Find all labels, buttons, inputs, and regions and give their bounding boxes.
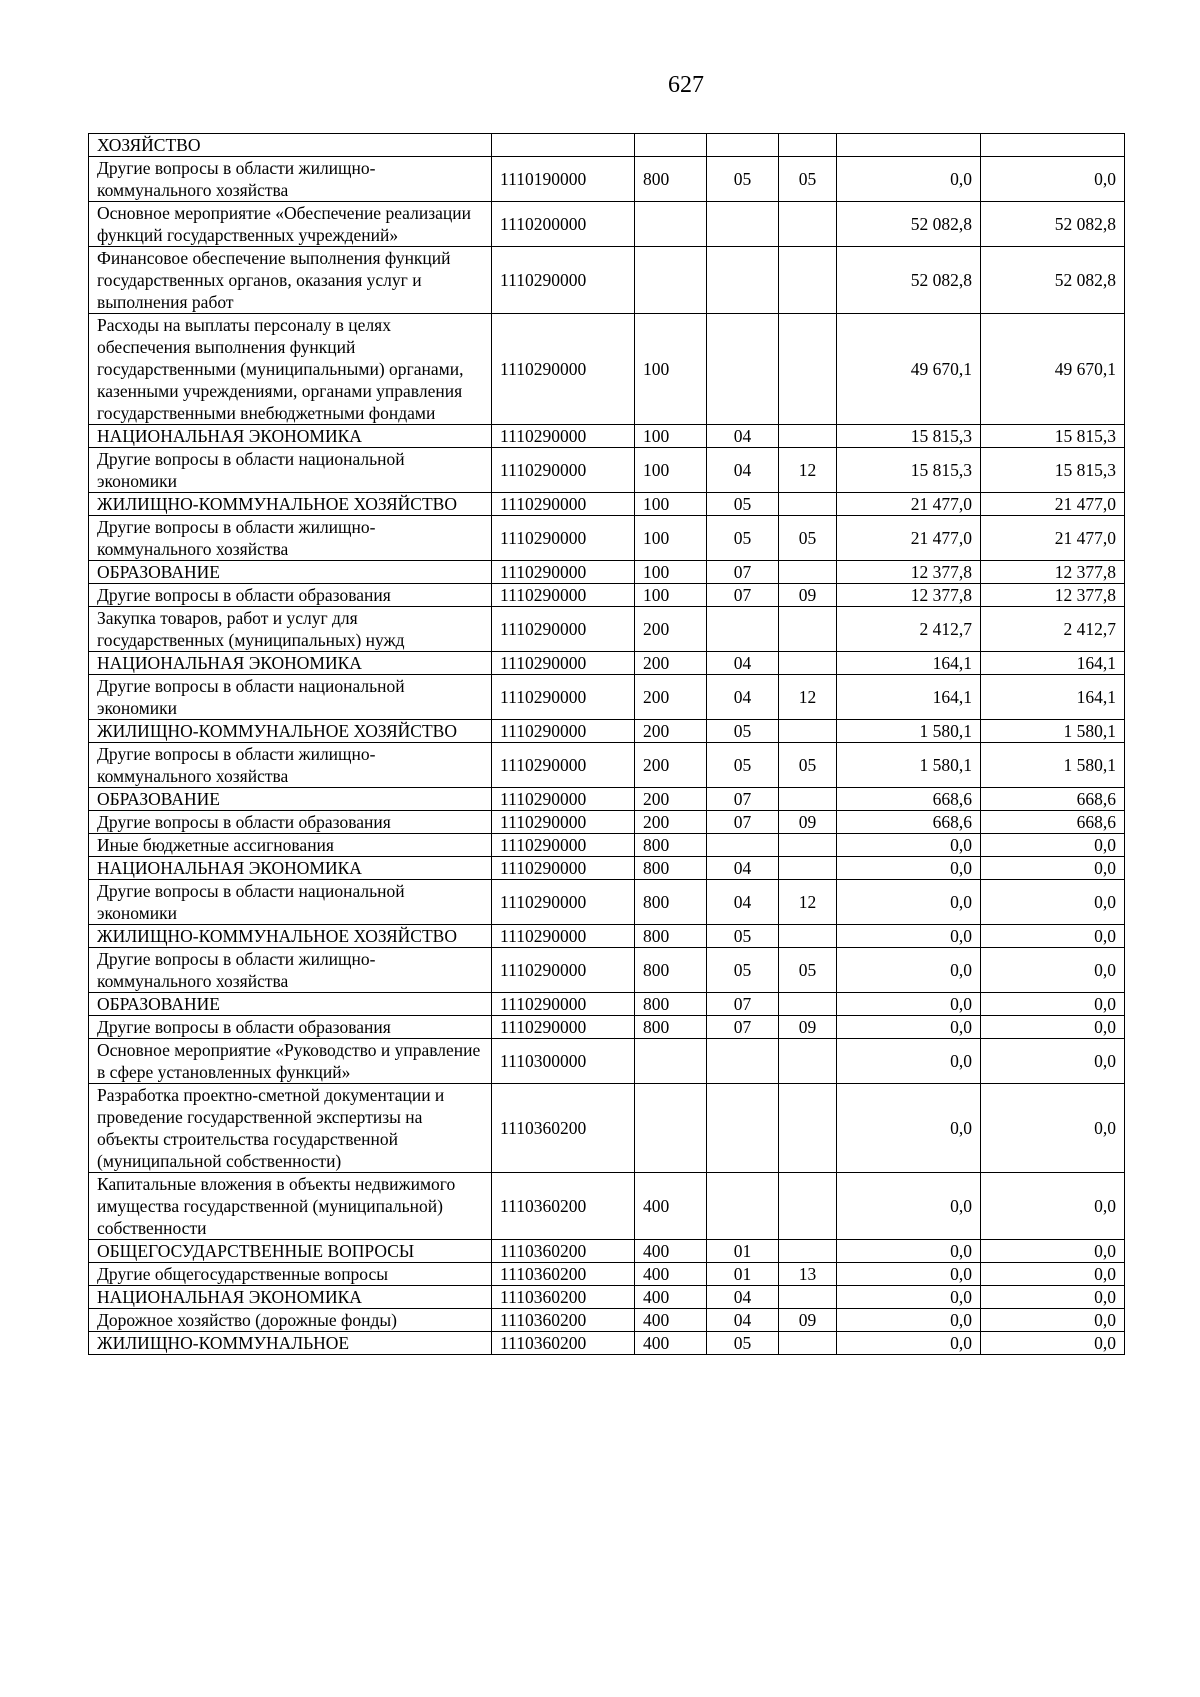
- table-row: [89, 834, 1125, 857]
- amount-year1-cell: 12 377,8: [837, 561, 981, 584]
- amount-year2-cell: 2 412,7: [981, 607, 1125, 652]
- target-code-cell: 1110290000: [492, 880, 635, 925]
- amount-year2-cell: 0,0: [981, 1332, 1125, 1355]
- expense-type-cell: 100: [635, 314, 707, 425]
- target-code-cell: 1110290000: [492, 314, 635, 425]
- amount-year2-cell: 49 670,1: [981, 314, 1125, 425]
- budget-table: [88, 133, 1125, 1355]
- subsection-cell: 05: [779, 516, 837, 561]
- table-row: [89, 652, 1125, 675]
- subsection-cell: [779, 1332, 837, 1355]
- amount-year1-cell: 1 580,1: [837, 720, 981, 743]
- amount-year1-cell: 2 412,7: [837, 607, 981, 652]
- row-name-cell: ОБРАЗОВАНИЕ: [89, 788, 492, 811]
- target-code-cell: 1110290000: [492, 425, 635, 448]
- amount-year1-cell: 12 377,8: [837, 584, 981, 607]
- expense-type-cell: 200: [635, 811, 707, 834]
- table-row: [89, 516, 1125, 561]
- subsection-cell: 09: [779, 1309, 837, 1332]
- section-cell: [707, 314, 779, 425]
- expense-type-cell: 400: [635, 1173, 707, 1240]
- expense-type-cell: 100: [635, 561, 707, 584]
- table-row: [89, 857, 1125, 880]
- row-name-cell: Закупка товаров, работ и услуг для государственных (муниципальных) нужд: [89, 607, 492, 652]
- table-row: [89, 134, 1125, 157]
- subsection-cell: [779, 202, 837, 247]
- amount-year1-cell: 668,6: [837, 788, 981, 811]
- subsection-cell: [779, 1240, 837, 1263]
- table-row: [89, 720, 1125, 743]
- expense-type-cell: 800: [635, 925, 707, 948]
- row-name-cell: Другие вопросы в области жилищно-коммунального хозяйства: [89, 516, 492, 561]
- section-cell: 04: [707, 880, 779, 925]
- section-cell: 05: [707, 948, 779, 993]
- amount-year2-cell: 0,0: [981, 993, 1125, 1016]
- target-code-cell: 1110360200: [492, 1332, 635, 1355]
- subsection-cell: 12: [779, 880, 837, 925]
- amount-year2-cell: 0,0: [981, 1263, 1125, 1286]
- amount-year2-cell: 0,0: [981, 1309, 1125, 1332]
- table-row: [89, 993, 1125, 1016]
- expense-type-cell: 400: [635, 1286, 707, 1309]
- expense-type-cell: 400: [635, 1309, 707, 1332]
- row-name-cell: ОБРАЗОВАНИЕ: [89, 993, 492, 1016]
- table-row: [89, 1309, 1125, 1332]
- amount-year2-cell: 52 082,8: [981, 202, 1125, 247]
- subsection-cell: [779, 834, 837, 857]
- row-name-cell: ЖИЛИЩНО-КОММУНАЛЬНОЕ ХОЗЯЙСТВО: [89, 925, 492, 948]
- amount-year1-cell: 21 477,0: [837, 516, 981, 561]
- target-code-cell: 1110360200: [492, 1286, 635, 1309]
- target-code-cell: 1110360200: [492, 1309, 635, 1332]
- amount-year2-cell: 0,0: [981, 1039, 1125, 1084]
- expense-type-cell: 400: [635, 1263, 707, 1286]
- expense-type-cell: 800: [635, 1016, 707, 1039]
- section-cell: [707, 1173, 779, 1240]
- amount-year2-cell: 0,0: [981, 1286, 1125, 1309]
- row-name-cell: Другие вопросы в области национальной экономики: [89, 675, 492, 720]
- target-code-cell: 1110200000: [492, 202, 635, 247]
- section-cell: 05: [707, 157, 779, 202]
- amount-year1-cell: 0,0: [837, 834, 981, 857]
- section-cell: 04: [707, 652, 779, 675]
- row-name-cell: Другие вопросы в области образования: [89, 811, 492, 834]
- row-name-cell: Другие вопросы в области жилищно-коммунального хозяйства: [89, 743, 492, 788]
- target-code-cell: 1110290000: [492, 1016, 635, 1039]
- row-name-cell: ОБРАЗОВАНИЕ: [89, 561, 492, 584]
- table-row: [89, 1173, 1125, 1240]
- expense-type-cell: 100: [635, 448, 707, 493]
- row-name-cell: Основное мероприятие «Обеспечение реализации функций государственных учреждений»: [89, 202, 492, 247]
- target-code-cell: 1110290000: [492, 834, 635, 857]
- amount-year2-cell: 0,0: [981, 1016, 1125, 1039]
- amount-year2-cell: 12 377,8: [981, 561, 1125, 584]
- amount-year1-cell: 1 580,1: [837, 743, 981, 788]
- section-cell: 04: [707, 1286, 779, 1309]
- section-cell: 05: [707, 516, 779, 561]
- target-code-cell: 1110290000: [492, 652, 635, 675]
- table-row: [89, 202, 1125, 247]
- expense-type-cell: 800: [635, 857, 707, 880]
- section-cell: 05: [707, 720, 779, 743]
- amount-year1-cell: 164,1: [837, 675, 981, 720]
- row-name-cell: ОБЩЕГОСУДАРСТВЕННЫЕ ВОПРОСЫ: [89, 1240, 492, 1263]
- subsection-cell: [779, 857, 837, 880]
- expense-type-cell: 100: [635, 425, 707, 448]
- target-code-cell: 1110290000: [492, 925, 635, 948]
- amount-year2-cell: 21 477,0: [981, 516, 1125, 561]
- table-row: [89, 1286, 1125, 1309]
- amount-year2-cell: 0,0: [981, 1240, 1125, 1263]
- row-name-cell: НАЦИОНАЛЬНАЯ ЭКОНОМИКА: [89, 857, 492, 880]
- amount-year1-cell: 164,1: [837, 652, 981, 675]
- section-cell: 07: [707, 561, 779, 584]
- row-name-cell: НАЦИОНАЛЬНАЯ ЭКОНОМИКА: [89, 1286, 492, 1309]
- table-row: [89, 1332, 1125, 1355]
- section-cell: [707, 247, 779, 314]
- amount-year1-cell: 0,0: [837, 857, 981, 880]
- expense-type-cell: 200: [635, 788, 707, 811]
- section-cell: 04: [707, 448, 779, 493]
- target-code-cell: 1110290000: [492, 811, 635, 834]
- target-code-cell: 1110300000: [492, 1039, 635, 1084]
- row-name-cell: ЖИЛИЩНО-КОММУНАЛЬНОЕ ХОЗЯЙСТВО: [89, 720, 492, 743]
- subsection-cell: 09: [779, 811, 837, 834]
- target-code-cell: 1110290000: [492, 743, 635, 788]
- subsection-cell: [779, 1173, 837, 1240]
- amount-year2-cell: 0,0: [981, 857, 1125, 880]
- row-name-cell: НАЦИОНАЛЬНАЯ ЭКОНОМИКА: [89, 652, 492, 675]
- row-name-cell: Другие вопросы в области национальной экономики: [89, 880, 492, 925]
- table-row: [89, 925, 1125, 948]
- table-row: [89, 1016, 1125, 1039]
- target-code-cell: 1110290000: [492, 561, 635, 584]
- subsection-cell: 12: [779, 675, 837, 720]
- table-row: [89, 743, 1125, 788]
- subsection-cell: [779, 425, 837, 448]
- section-cell: 05: [707, 493, 779, 516]
- expense-type-cell: 100: [635, 493, 707, 516]
- subsection-cell: 05: [779, 157, 837, 202]
- target-code-cell: 1110290000: [492, 993, 635, 1016]
- row-name-cell: Другие вопросы в области жилищно-коммунального хозяйства: [89, 157, 492, 202]
- amount-year2-cell: 0,0: [981, 1173, 1125, 1240]
- amount-year2-cell: 0,0: [981, 925, 1125, 948]
- section-cell: 01: [707, 1240, 779, 1263]
- table-row: [89, 788, 1125, 811]
- target-code-cell: 1110290000: [492, 516, 635, 561]
- amount-year1-cell: 0,0: [837, 1240, 981, 1263]
- subsection-cell: [779, 1286, 837, 1309]
- amount-year2-cell: 0,0: [981, 948, 1125, 993]
- amount-year1-cell: 49 670,1: [837, 314, 981, 425]
- target-code-cell: 1110290000: [492, 247, 635, 314]
- table-row: [89, 1240, 1125, 1263]
- amount-year1-cell: 0,0: [837, 1286, 981, 1309]
- section-cell: 07: [707, 1016, 779, 1039]
- section-cell: 05: [707, 743, 779, 788]
- row-name-cell: Расходы на выплаты персоналу в целях обеспечения выполнения функций государственными (муниципальными) органами, казенными учреждениями, органами управления государственными внебюджетными фондами: [89, 314, 492, 425]
- section-cell: 05: [707, 925, 779, 948]
- amount-year1-cell: 0,0: [837, 1263, 981, 1286]
- section-cell: [707, 834, 779, 857]
- expense-type-cell: 100: [635, 516, 707, 561]
- amount-year1-cell: 15 815,3: [837, 448, 981, 493]
- expense-type-cell: 200: [635, 607, 707, 652]
- section-cell: 07: [707, 788, 779, 811]
- subsection-cell: [779, 247, 837, 314]
- subsection-cell: 09: [779, 584, 837, 607]
- row-name-cell: Капитальные вложения в объекты недвижимого имущества государственной (муниципальной) собственности: [89, 1173, 492, 1240]
- section-cell: 04: [707, 425, 779, 448]
- expense-type-cell: 400: [635, 1240, 707, 1263]
- table-row: [89, 948, 1125, 993]
- amount-year2-cell: 0,0: [981, 157, 1125, 202]
- table-row: [89, 1263, 1125, 1286]
- expense-type-cell: 100: [635, 584, 707, 607]
- amount-year1-cell: 0,0: [837, 925, 981, 948]
- row-name-cell: Другие вопросы в области жилищно-коммунального хозяйства: [89, 948, 492, 993]
- subsection-cell: [779, 493, 837, 516]
- target-code-cell: 1110290000: [492, 857, 635, 880]
- table-row: [89, 675, 1125, 720]
- amount-year1-cell: 0,0: [837, 948, 981, 993]
- row-name-cell: ЖИЛИЩНО-КОММУНАЛЬНОЕ ХОЗЯЙСТВО: [89, 493, 492, 516]
- target-code-cell: 1110360200: [492, 1240, 635, 1263]
- expense-type-cell: 200: [635, 743, 707, 788]
- section-cell: [707, 134, 779, 157]
- subsection-cell: [779, 561, 837, 584]
- subsection-cell: 09: [779, 1016, 837, 1039]
- row-name-cell: Другие вопросы в области национальной экономики: [89, 448, 492, 493]
- table-row: [89, 880, 1125, 925]
- section-cell: [707, 1039, 779, 1084]
- budget-table-body: [89, 134, 1125, 1355]
- expense-type-cell: 400: [635, 1332, 707, 1355]
- row-name-cell: ЖИЛИЩНО-КОММУНАЛЬНОЕ: [89, 1332, 492, 1355]
- amount-year1-cell: 0,0: [837, 1332, 981, 1355]
- expense-type-cell: [635, 1039, 707, 1084]
- table-row: [89, 561, 1125, 584]
- table-row: [89, 607, 1125, 652]
- amount-year1-cell: 52 082,8: [837, 202, 981, 247]
- amount-year1-cell: 0,0: [837, 1173, 981, 1240]
- expense-type-cell: 200: [635, 720, 707, 743]
- expense-type-cell: [635, 134, 707, 157]
- row-name-cell: Иные бюджетные ассигнования: [89, 834, 492, 857]
- amount-year2-cell: 164,1: [981, 675, 1125, 720]
- target-code-cell: 1110290000: [492, 584, 635, 607]
- subsection-cell: 05: [779, 948, 837, 993]
- amount-year2-cell: 15 815,3: [981, 425, 1125, 448]
- expense-type-cell: 800: [635, 948, 707, 993]
- row-name-cell: Основное мероприятие «Руководство и управление в сфере установленных функций»: [89, 1039, 492, 1084]
- subsection-cell: 12: [779, 448, 837, 493]
- subsection-cell: [779, 993, 837, 1016]
- target-code-cell: 1110360200: [492, 1173, 635, 1240]
- row-name-cell: Разработка проектно-сметной документации и проведение государственной экспертизы на объекты строительства государственной (муниципальной собственности): [89, 1084, 492, 1173]
- subsection-cell: [779, 134, 837, 157]
- page-number: 627: [668, 72, 704, 98]
- amount-year2-cell: 0,0: [981, 880, 1125, 925]
- target-code-cell: 1110360200: [492, 1263, 635, 1286]
- target-code-cell: 1110290000: [492, 675, 635, 720]
- amount-year1-cell: 21 477,0: [837, 493, 981, 516]
- amount-year1-cell: 0,0: [837, 880, 981, 925]
- subsection-cell: [779, 652, 837, 675]
- table-row: [89, 314, 1125, 425]
- section-cell: 05: [707, 1332, 779, 1355]
- amount-year1-cell: 15 815,3: [837, 425, 981, 448]
- section-cell: 04: [707, 675, 779, 720]
- target-code-cell: 1110190000: [492, 157, 635, 202]
- amount-year2-cell: 164,1: [981, 652, 1125, 675]
- section-cell: 07: [707, 584, 779, 607]
- subsection-cell: [779, 925, 837, 948]
- target-code-cell: 1110290000: [492, 493, 635, 516]
- amount-year1-cell: 52 082,8: [837, 247, 981, 314]
- subsection-cell: [779, 607, 837, 652]
- amount-year2-cell: 52 082,8: [981, 247, 1125, 314]
- section-cell: 07: [707, 811, 779, 834]
- target-code-cell: 1110360200: [492, 1084, 635, 1173]
- expense-type-cell: 800: [635, 880, 707, 925]
- amount-year2-cell: 12 377,8: [981, 584, 1125, 607]
- amount-year2-cell: 0,0: [981, 834, 1125, 857]
- section-cell: 01: [707, 1263, 779, 1286]
- table-row: [89, 811, 1125, 834]
- target-code-cell: 1110290000: [492, 448, 635, 493]
- amount-year1-cell: 0,0: [837, 1084, 981, 1173]
- amount-year2-cell: 15 815,3: [981, 448, 1125, 493]
- expense-type-cell: 200: [635, 675, 707, 720]
- target-code-cell: 1110290000: [492, 720, 635, 743]
- table-row: [89, 157, 1125, 202]
- section-cell: [707, 1084, 779, 1173]
- subsection-cell: [779, 720, 837, 743]
- section-cell: [707, 202, 779, 247]
- table-row: [89, 1084, 1125, 1173]
- expense-type-cell: 800: [635, 157, 707, 202]
- table-row: [89, 448, 1125, 493]
- target-code-cell: 1110290000: [492, 948, 635, 993]
- amount-year2-cell: 1 580,1: [981, 720, 1125, 743]
- amount-year2-cell: [981, 134, 1125, 157]
- amount-year2-cell: 21 477,0: [981, 493, 1125, 516]
- amount-year1-cell: [837, 134, 981, 157]
- amount-year1-cell: 0,0: [837, 993, 981, 1016]
- section-cell: [707, 607, 779, 652]
- amount-year1-cell: 0,0: [837, 157, 981, 202]
- target-code-cell: [492, 134, 635, 157]
- amount-year2-cell: 668,6: [981, 811, 1125, 834]
- target-code-cell: 1110290000: [492, 788, 635, 811]
- row-name-cell: ХОЗЯЙСТВО: [89, 134, 492, 157]
- row-name-cell: Другие общегосударственные вопросы: [89, 1263, 492, 1286]
- expense-type-cell: 800: [635, 834, 707, 857]
- expense-type-cell: [635, 247, 707, 314]
- subsection-cell: [779, 788, 837, 811]
- table-row: [89, 247, 1125, 314]
- target-code-cell: 1110290000: [492, 607, 635, 652]
- expense-type-cell: [635, 202, 707, 247]
- amount-year2-cell: 0,0: [981, 1084, 1125, 1173]
- table-row: [89, 1039, 1125, 1084]
- amount-year1-cell: 668,6: [837, 811, 981, 834]
- section-cell: 04: [707, 1309, 779, 1332]
- amount-year2-cell: 1 580,1: [981, 743, 1125, 788]
- amount-year1-cell: 0,0: [837, 1309, 981, 1332]
- table-row: [89, 584, 1125, 607]
- expense-type-cell: 800: [635, 993, 707, 1016]
- row-name-cell: Дорожное хозяйство (дорожные фонды): [89, 1309, 492, 1332]
- subsection-cell: [779, 1084, 837, 1173]
- table-row: [89, 493, 1125, 516]
- subsection-cell: 05: [779, 743, 837, 788]
- amount-year1-cell: 0,0: [837, 1039, 981, 1084]
- section-cell: 04: [707, 857, 779, 880]
- expense-type-cell: 200: [635, 652, 707, 675]
- row-name-cell: Финансовое обеспечение выполнения функций государственных органов, оказания услуг и выполнения работ: [89, 247, 492, 314]
- amount-year2-cell: 668,6: [981, 788, 1125, 811]
- subsection-cell: 13: [779, 1263, 837, 1286]
- table-row: [89, 425, 1125, 448]
- row-name-cell: Другие вопросы в области образования: [89, 584, 492, 607]
- row-name-cell: НАЦИОНАЛЬНАЯ ЭКОНОМИКА: [89, 425, 492, 448]
- subsection-cell: [779, 1039, 837, 1084]
- amount-year1-cell: 0,0: [837, 1016, 981, 1039]
- subsection-cell: [779, 314, 837, 425]
- row-name-cell: Другие вопросы в области образования: [89, 1016, 492, 1039]
- section-cell: 07: [707, 993, 779, 1016]
- expense-type-cell: [635, 1084, 707, 1173]
